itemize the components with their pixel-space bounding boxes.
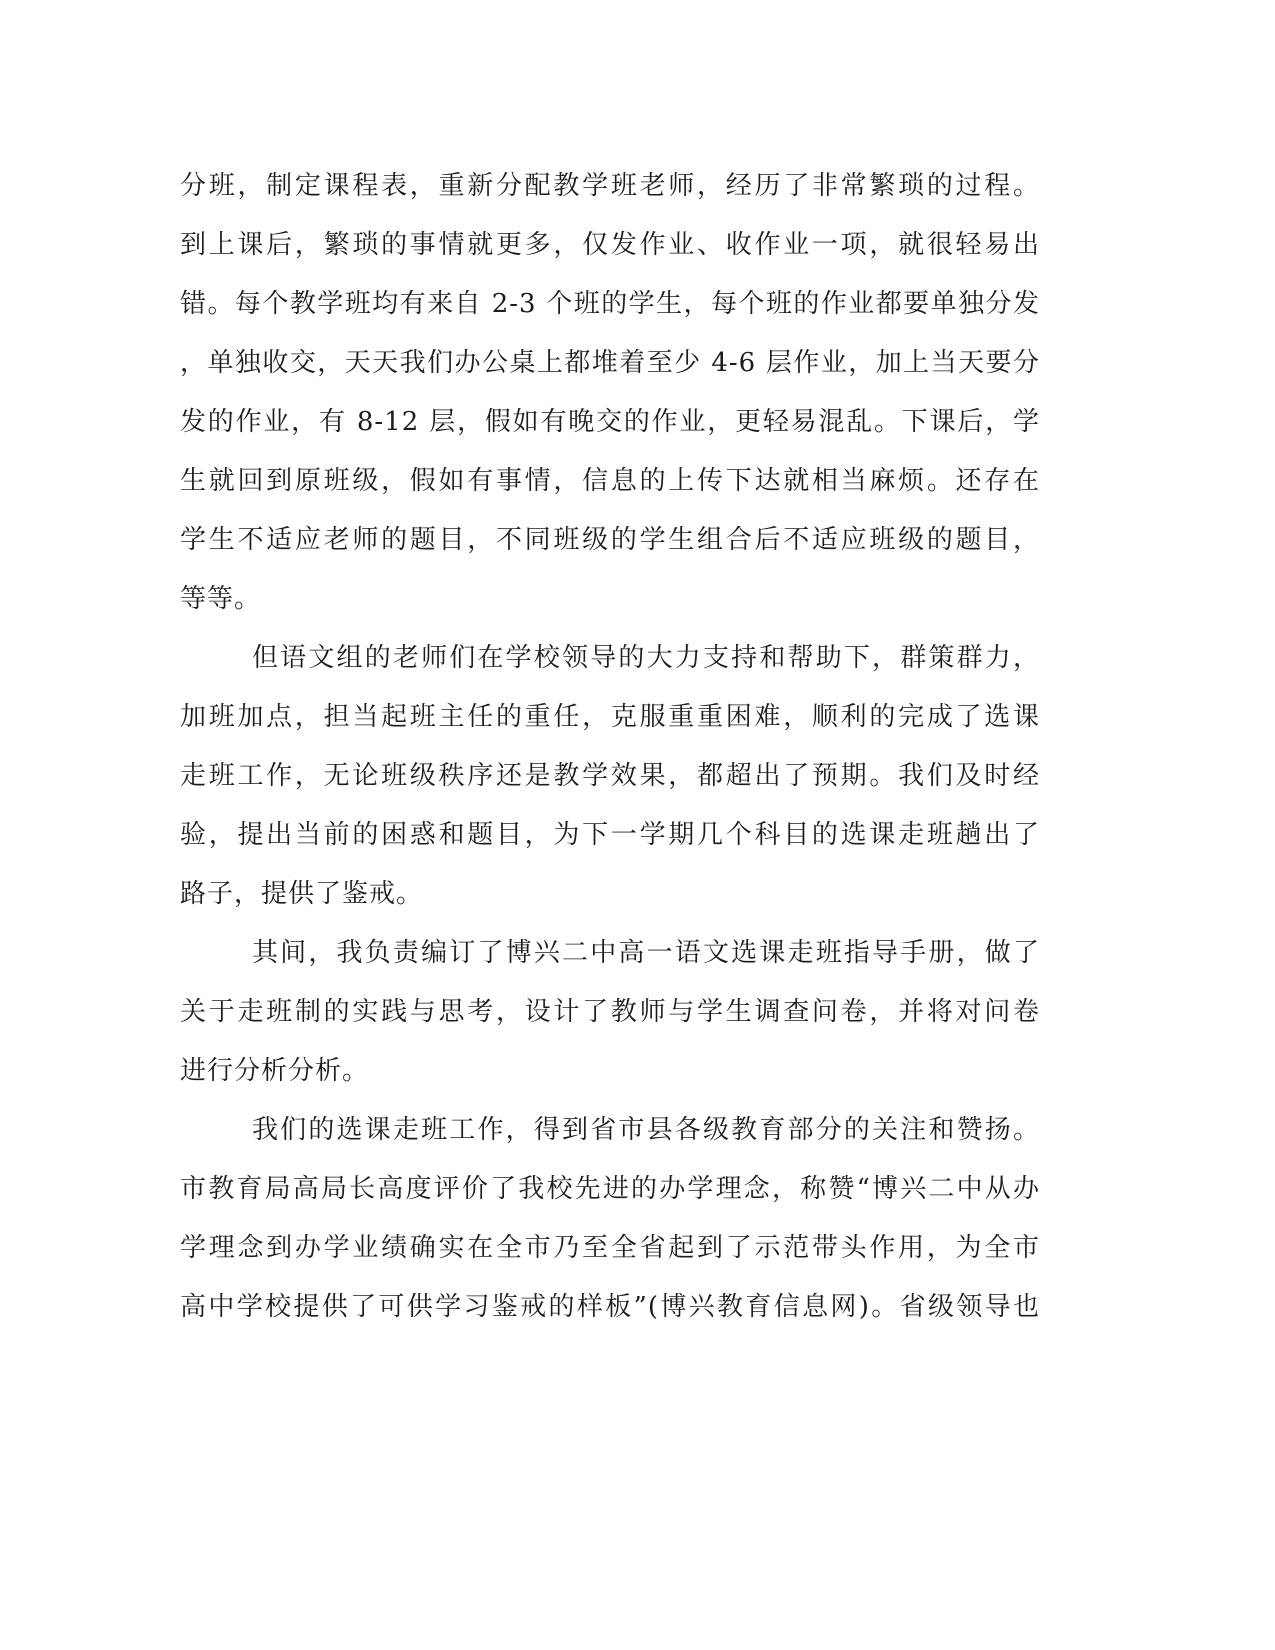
text-line: 关于走班制的实践与思考，设计了教师与学生调查问卷，并将对问卷 [180, 997, 1040, 1027]
paragraph-first-line: 我们的选课走班工作，得到省市县各级教育部分的关注和赞扬。 [252, 1115, 1040, 1145]
text-line: 加班加点，担当起班主任的重任，克服重重困难，顺利的完成了选课 [180, 702, 1040, 732]
text-line: 验，提出当前的困惑和题目，为下一学期几个科目的选课走班趟出了 [180, 820, 1040, 850]
paragraph-first-line: 其间，我负责编订了博兴二中高一语文选课走班指导手册，做了 [252, 938, 1040, 968]
text-line: 发的作业，有 8-12 层，假如有晚交的作业，更轻易混乱。下课后，学 [180, 407, 1040, 437]
text-line: 高中学校提供了可供学习鉴戒的样板”(博兴教育信息网)。省级领导也 [180, 1292, 1040, 1322]
text-line: 分班，制定课程表，重新分配教学班老师，经历了非常繁琐的过程。 [180, 171, 1040, 201]
paragraph-first-line: 但语文组的老师们在学校领导的大力支持和帮助下，群策群力， [252, 643, 1040, 673]
text-line: 错。每个教学班均有来自 2-3 个班的学生，每个班的作业都要单独分发 [180, 289, 1040, 319]
text-line: 路子，提供了鉴戒。 [180, 879, 424, 909]
text-line: 进行分析分析。 [180, 1056, 370, 1086]
text-line: 到上课后，繁琐的事情就更多，仅发作业、收作业一项，就很轻易出 [180, 230, 1040, 260]
text-line: 市教育局高局长高度评价了我校先进的办学理念，称赞“博兴二中从办 [180, 1174, 1040, 1204]
body-text [180, 157, 1040, 1337]
text-line: ，单独收交，天天我们办公桌上都堆着至少 4-6 层作业，加上当天要分 [180, 348, 1040, 378]
text-line: 走班工作，无论班级秩序还是教学效果，都超出了预期。我们及时经 [180, 761, 1040, 791]
text-line: 学理念到办学业绩确实在全市乃至全省起到了示范带头作用，为全市 [180, 1233, 1040, 1263]
text-line: 学生不适应老师的题目，不同班级的学生组合后不适应班级的题目， [180, 525, 1040, 555]
text-line: 等等。 [180, 584, 262, 614]
text-line: 生就回到原班级，假如有事情，信息的上传下达就相当麻烦。还存在 [180, 466, 1040, 496]
